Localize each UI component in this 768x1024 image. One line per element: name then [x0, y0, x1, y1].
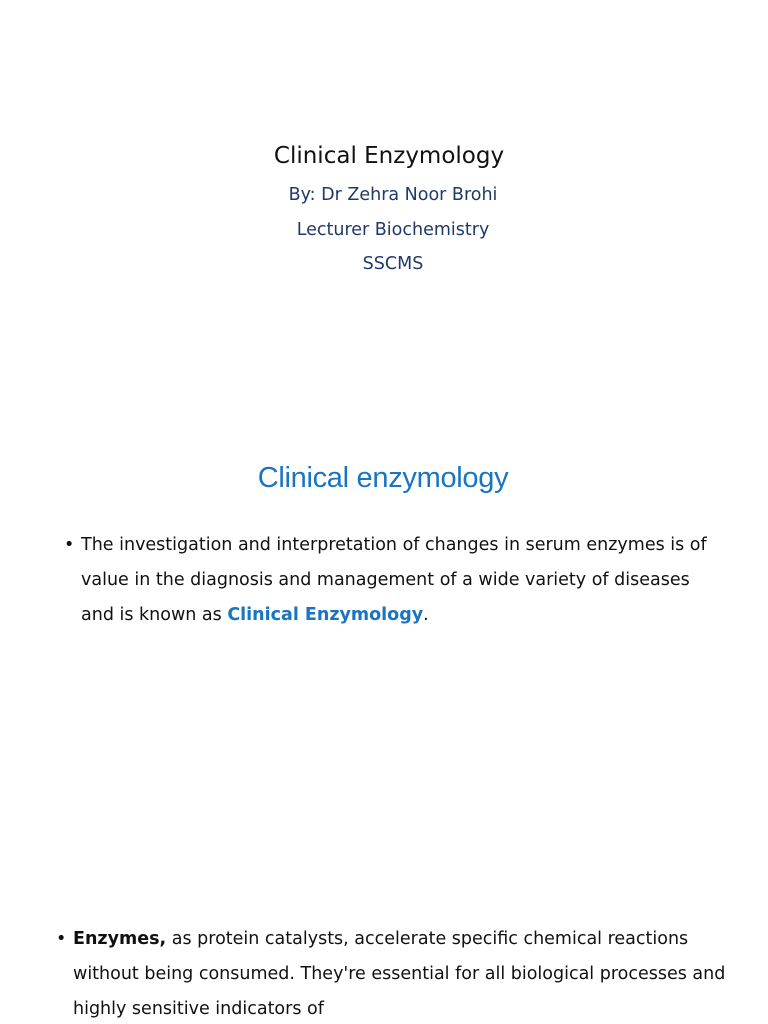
- slide-heading: Clinical enzymology: [257, 462, 509, 494]
- enzymes-slide: [0, 900, 768, 1024]
- bullet-text-after: .: [423, 605, 429, 625]
- bullet-marker: •: [64, 535, 75, 555]
- bullet-item: [64, 528, 724, 633]
- highlight-term: Clinical Enzymology: [227, 605, 424, 625]
- title-slide: [0, 0, 768, 400]
- bullet-text-body: as protein catalysts, accelerate specific chemical reactions without being consumed. They're essential for all biological processes and highly sensitive indicators of: [73, 929, 726, 1019]
- institution-line: SSCMS: [362, 254, 424, 274]
- author-line: By: Dr Zehra Noor Brohi: [288, 185, 498, 205]
- bullet-item: [56, 922, 736, 1024]
- bold-term: Enzymes,: [73, 929, 167, 949]
- bullet-marker: •: [56, 929, 67, 949]
- bullet-text-before: The investigation and interpretation of changes in serum enzymes is of value in the diagnosis and management of a wide variety of diseases and is known as: [81, 535, 707, 625]
- slide-title: Clinical Enzymology: [273, 143, 505, 169]
- bullet-text: [81, 528, 724, 633]
- position-line: Lecturer Biochemistry: [296, 220, 490, 240]
- bullet-text: [73, 922, 736, 1024]
- definition-slide: [0, 400, 768, 900]
